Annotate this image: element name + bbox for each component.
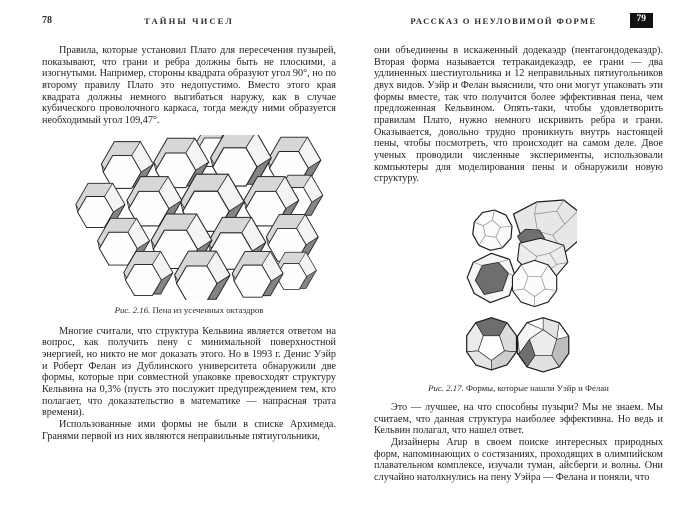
body-text-right-lower: [374, 402, 663, 484]
figure-caption-2-17: [374, 383, 663, 393]
body-text-left-lower: [42, 326, 336, 443]
running-head-left: [42, 14, 336, 32]
page-number-left: 78: [42, 15, 52, 26]
body-text-left: [42, 45, 336, 127]
paragraph: Многие считали, что структура Кельвина является ответом на вопрос, как получить пену с минимальной поверхностной энергией, но никто не мог доказать этого. Но в 1993 г. Денис Уэйр и Роберт Фелан из Дублинского университета обнаружили две формы, которые при совместной упаковке превосходят структуру Кельвина на 0,3% (пусть это послужит предупреждением тем, кто полагает, что доказательство в математике — напрасная трата времени).: [42, 325, 336, 419]
running-head-title-left: ТАЙНЫ ЧИСЕЛ: [144, 16, 234, 26]
page-79: [374, 14, 663, 483]
figure-label: Рис. 2.17.: [428, 382, 464, 393]
page-78: [42, 14, 336, 442]
figure-caption-text: Формы, которые нашли Уэйр и Фелан: [465, 382, 609, 393]
paragraph: Дизайнеры Arup в своем поиске интересных природных форм, напоминающих о состязаниях, проходящих в олимпийском плавательном комплексе, изучали туман, айсберги и волны. Они случайно натолкнулись на пену Уэйра — Фелана и поняли, что: [374, 436, 663, 483]
figure-caption-2-16: [42, 305, 336, 315]
paragraph: Использованные ими формы не были в списке Архимеда. Гранями первой из них являются неправильные пятиугольники,: [42, 418, 336, 442]
figure-2-17: [374, 197, 663, 393]
running-head-title-right: РАССКАЗ О НЕУЛОВИМОЙ ФОРМЕ: [410, 16, 597, 26]
paragraph: Это — лучшее, на что способны пузыри? Мы не знаем. Мы считаем, что данная структура наиболее эффективна. Но ведь и Кельвин полагал, что нашел ответ.: [374, 401, 663, 437]
figure-label: Рис. 2.16.: [114, 304, 151, 315]
paragraph: они объединены в искаженный додекаэдр (пентагондодекаэдр). Вторая форма называется тетракаидекаэдр, ее грани — два удлиненных шестиугольника и 12 неправильных пятиугольников двух видов. Уэйр и Фелан выяснили, что они могут упаковать эти формы вместе, так что получится более эффективная пена, чем предложенная Кельвином. Опять-таки, чтобы удовлетворить правилам Плато, нужно немного искривить ребра и грани. Оказывается, довольно трудно проникнуть внутрь настоящей пены, чтобы посмотреть, что происходит на самом деле. Двое ученых проводили численные эксперименты, использовали компьютеры для моделирования пены и обнаружили новую структуру.: [374, 45, 663, 185]
page-number-badge: 79: [630, 13, 654, 28]
body-text-right: [374, 45, 663, 185]
paragraph: Правила, которые установил Плато для пересечения пузырей, показывают, что грани и ребра должны быть не плоскими, а изогнутыми. Например, стороны квадрата образуют угол 90°, но по второму правилу Плато это недопустимо. Вместо этого края квадрата должны немного выгибаться наружу, как в случае кубического проволочного каркаса, тогда между ними образуется необходимый угол 109,47°.: [42, 45, 336, 126]
figure-2-16: [42, 135, 336, 315]
figure-caption-text: Пена из усеченных октаэдров: [152, 304, 264, 315]
figure-foam-truncated-octahedra-image: [50, 135, 328, 300]
figure-weaire-phelan-shapes-image: [461, 197, 577, 378]
running-head-right: [374, 14, 663, 32]
